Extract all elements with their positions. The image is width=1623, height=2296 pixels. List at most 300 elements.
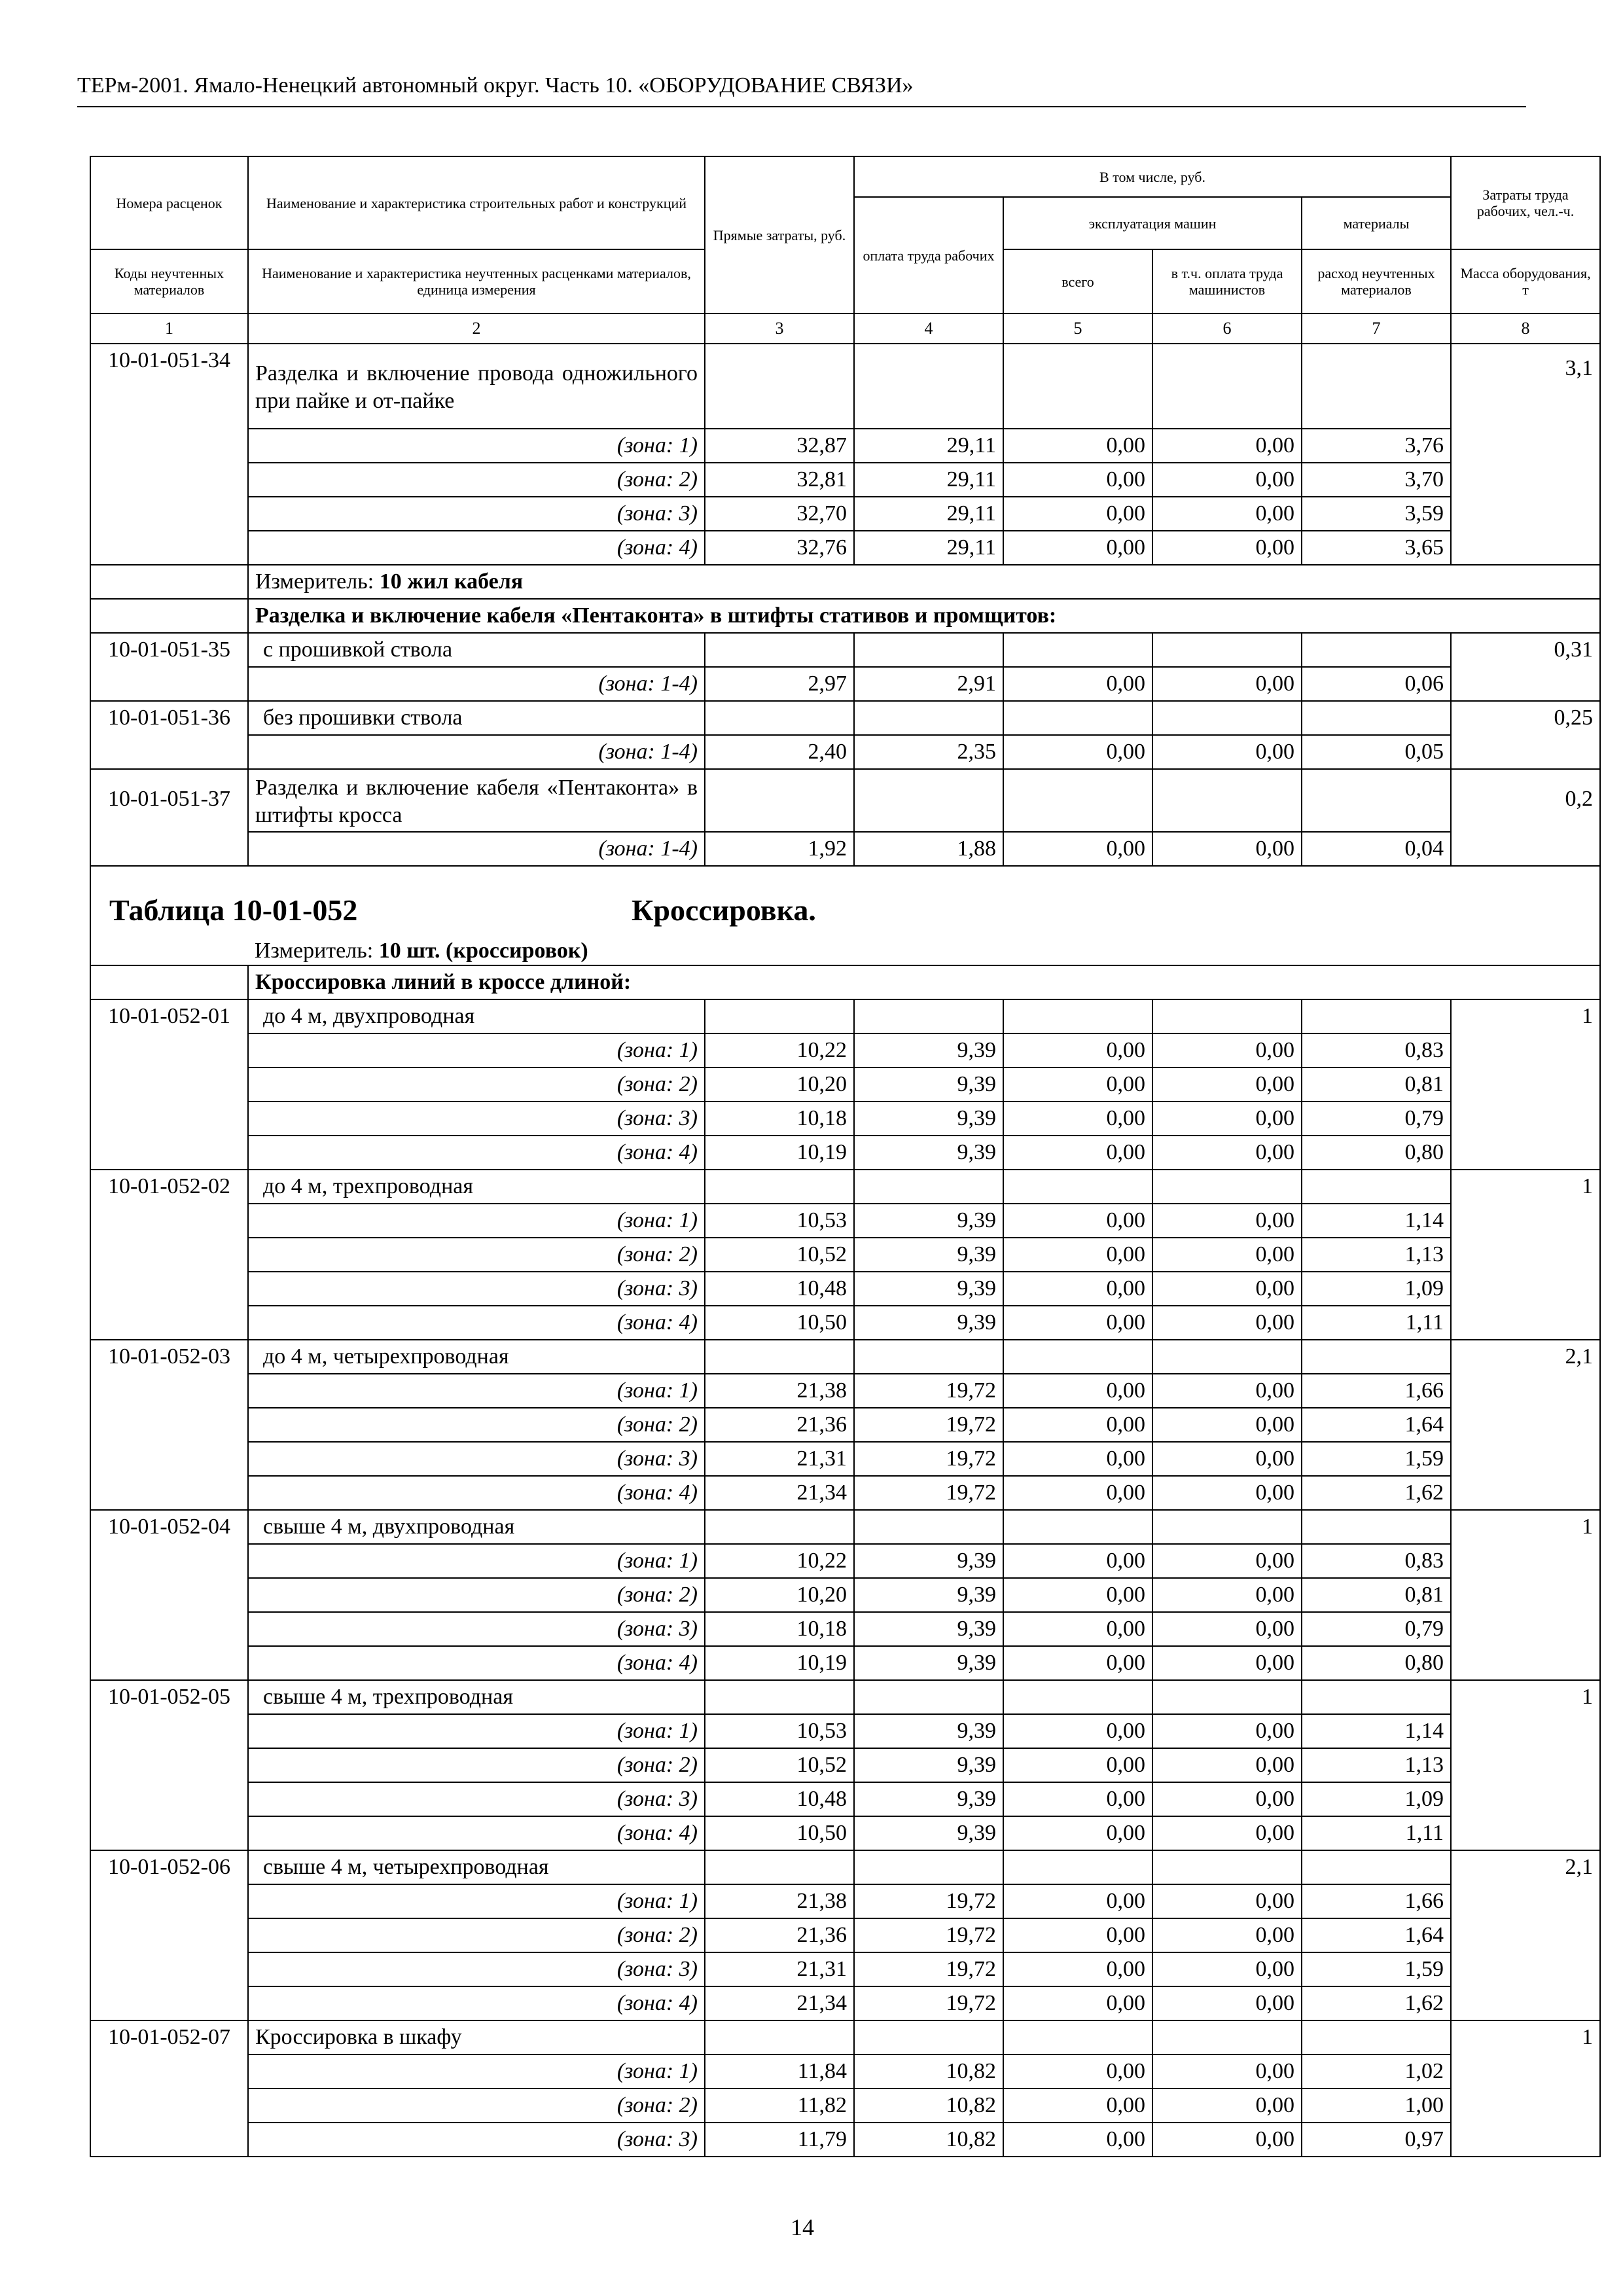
machine-cost: 0,00 [1003,1782,1152,1816]
materials-cost: 1,11 [1302,1306,1451,1340]
empty-cell [705,1850,854,1884]
meter-value: 10 жил кабеля [379,569,524,594]
materials-cost: 1,64 [1302,1918,1451,1952]
materials-cost: 0,04 [1302,832,1451,866]
zone-row [90,429,1600,463]
machine-cost: 0,00 [1003,1408,1152,1442]
rate-row [90,999,1600,1033]
column-number: 2 [248,314,705,344]
zone-label: (зона: 3) [248,2123,705,2157]
zone-row [90,1918,1600,1952]
zone-row [90,1612,1600,1646]
labor-pay: 9,39 [854,1544,1003,1578]
direct-cost: 21,34 [705,1986,854,2020]
machinist-pay: 0,00 [1152,531,1302,565]
labor-cost: 2,1 [1451,1850,1600,2020]
labor-pay: 9,39 [854,1136,1003,1170]
labor-pay: 9,39 [854,1102,1003,1136]
empty-cell [854,999,1003,1033]
machinist-pay: 0,00 [1152,497,1302,531]
direct-cost: 11,79 [705,2123,854,2157]
labor-pay: 9,39 [854,1646,1003,1680]
zone-row [90,497,1600,531]
rate-row [90,769,1600,832]
machinist-pay: 0,00 [1152,1476,1302,1510]
machinist-pay: 0,00 [1152,2089,1302,2123]
labor-pay: 9,39 [854,1306,1003,1340]
machine-cost: 0,00 [1003,2054,1152,2089]
materials-cost: 0,97 [1302,2123,1451,2157]
table-title: Таблица 10-01-052 [109,893,358,927]
empty-cell [1152,1510,1302,1544]
zone-label: (зона: 1) [248,1374,705,1408]
zone-label: (зона: 1) [248,1204,705,1238]
zone-label: (зона: 3) [248,1952,705,1986]
rate-name: свыше 4 м, двухпроводная [248,1510,705,1544]
table-title-cell [90,866,1600,965]
direct-cost: 32,76 [705,531,854,565]
machinist-pay: 0,00 [1152,1306,1302,1340]
materials-cost: 0,79 [1302,1102,1451,1136]
direct-cost: 10,50 [705,1816,854,1850]
zone-row [90,2123,1600,2157]
col-mass-header: Масса оборудования, т [1451,249,1600,314]
materials-cost: 1,59 [1302,1442,1451,1476]
zone-row [90,2089,1600,2123]
zone-label: (зона: 1) [248,429,705,463]
machine-cost: 0,00 [1003,1442,1152,1476]
zone-row [90,667,1600,701]
col-codes-header: Номера расценок [90,156,248,249]
machine-cost: 0,00 [1003,1884,1152,1918]
materials-header: материалы [1302,197,1451,249]
materials-cost: 1,11 [1302,1816,1451,1850]
rate-row [90,1680,1600,1714]
materials-cost: 1,14 [1302,1714,1451,1748]
zone-row [90,1102,1600,1136]
direct-cost: 10,52 [705,1238,854,1272]
column-number: 1 [90,314,248,344]
materials-cost: 1,09 [1302,1782,1451,1816]
empty-cell [1152,1680,1302,1714]
machinist-pay: 0,00 [1152,1918,1302,1952]
labor-pay: 19,72 [854,1918,1003,1952]
direct-cost: 10,19 [705,1136,854,1170]
empty-cell [1003,1340,1152,1374]
page-number: 14 [791,2214,814,2240]
col-codes-bottom-header: Коды неучтенных материалов [90,249,248,314]
zone-label: (зона: 4) [248,531,705,565]
materials-cost: 0,06 [1302,667,1451,701]
rate-row [90,1510,1600,1544]
rate-name: до 4 м, трехпроводная [248,1170,705,1204]
empty-cell [1302,1850,1451,1884]
materials-cost: 1,00 [1302,2089,1451,2123]
zone-row [90,1952,1600,1986]
labor-pay: 10,82 [854,2054,1003,2089]
group-row [90,599,1600,633]
labor-cost: 1 [1451,999,1600,1170]
empty-cell [1302,2020,1451,2054]
labor-pay: 19,72 [854,1884,1003,1918]
zone-label: (зона: 2) [248,1578,705,1612]
zone-row [90,531,1600,565]
zone-label: (зона: 4) [248,1986,705,2020]
rate-name: свыше 4 м, четырехпроводная [248,1850,705,1884]
labor-pay: 9,39 [854,1578,1003,1612]
empty-cell [854,1170,1003,1204]
rate-name: Кроссировка в шкафу [248,2020,705,2054]
zone-row [90,1714,1600,1748]
materials-cost: 1,66 [1302,1374,1451,1408]
materials-cost: 3,59 [1302,497,1451,531]
labor-pay: 2,35 [854,735,1003,769]
materials-cost: 3,76 [1302,429,1451,463]
direct-cost: 32,87 [705,429,854,463]
labor-cost: 0,25 [1451,701,1600,769]
meter-cell [248,565,1600,599]
col-unaccounted-header: расход неучтенных материалов [1302,249,1451,314]
machine-cost: 0,00 [1003,1952,1152,1986]
zone-row [90,1374,1600,1408]
zone-label: (зона: 2) [248,1067,705,1102]
meter-label: Измеритель: [255,569,380,594]
zone-label: (зона: 1) [248,1033,705,1067]
zone-label: (зона: 2) [248,1408,705,1442]
direct-cost: 10,52 [705,1748,854,1782]
machine-cost: 0,00 [1003,1986,1152,2020]
materials-cost: 0,81 [1302,1067,1451,1102]
labor-pay: 9,39 [854,1033,1003,1067]
zone-row [90,1986,1600,2020]
direct-cost: 21,31 [705,1952,854,1986]
zone-row [90,1136,1600,1170]
machine-cost: 0,00 [1003,1816,1152,1850]
machinist-pay: 0,00 [1152,429,1302,463]
zone-row [90,1204,1600,1238]
labor-cost: 0,31 [1451,633,1600,701]
machine-cost: 0,00 [1003,1067,1152,1102]
zone-label: (зона: 2) [248,1748,705,1782]
direct-cost: 21,34 [705,1476,854,1510]
labor-cost: 0,2 [1451,769,1600,866]
machinist-pay: 0,00 [1152,1714,1302,1748]
empty-cell [854,2020,1003,2054]
machinist-pay: 0,00 [1152,1238,1302,1272]
meter-row [90,565,1600,599]
rate-row [90,701,1600,735]
zone-row [90,1033,1600,1067]
rate-name: Разделка и включение кабеля «Пентаконта» в штифты кросса [248,769,705,832]
empty-cell [1003,999,1152,1033]
labor-cost: 1 [1451,1680,1600,1850]
rate-name: с прошивкой ствола [248,633,705,667]
zone-row [90,1408,1600,1442]
materials-cost: 0,81 [1302,1578,1451,1612]
labor-pay: 9,39 [854,1238,1003,1272]
column-number: 7 [1302,314,1451,344]
machinist-pay: 0,00 [1152,2054,1302,2089]
labor-cost: 1 [1451,1170,1600,1340]
materials-cost: 0,80 [1302,1136,1451,1170]
machinist-pay: 0,00 [1152,1033,1302,1067]
machine-cost: 0,00 [1003,1544,1152,1578]
empty-cell [705,1170,854,1204]
machinist-pay: 0,00 [1152,667,1302,701]
meter-label: Измеритель: [255,939,379,963]
machinist-pay: 0,00 [1152,1067,1302,1102]
direct-cost: 10,22 [705,1033,854,1067]
labor-pay: 10,82 [854,2123,1003,2157]
labor-cost: 1 [1451,1510,1600,1680]
zone-label: (зона: 1) [248,2054,705,2089]
materials-cost: 1,09 [1302,1272,1451,1306]
machine-cost: 0,00 [1003,1102,1152,1136]
machinist-pay: 0,00 [1152,832,1302,866]
machine-cost: 0,00 [1003,1306,1152,1340]
rate-code: 10-01-051-35 [90,633,248,701]
zone-label: (зона: 1) [248,1714,705,1748]
zone-label: (зона: 2) [248,2089,705,2123]
empty-cell [1302,1680,1451,1714]
labor-pay: 19,72 [854,1374,1003,1408]
direct-cost: 21,38 [705,1374,854,1408]
direct-cost: 10,20 [705,1067,854,1102]
machine-cost: 0,00 [1003,735,1152,769]
zone-row [90,1238,1600,1272]
direct-cost: 21,31 [705,1442,854,1476]
empty-cell [854,1850,1003,1884]
zone-label: (зона: 1-4) [248,667,705,701]
table-title-row [90,866,1600,965]
rate-code: 10-01-051-36 [90,701,248,769]
machinist-pay: 0,00 [1152,463,1302,497]
zone-label: (зона: 1) [248,1544,705,1578]
machinist-pay: 0,00 [1152,1408,1302,1442]
rates-table [90,156,1601,2157]
direct-cost: 1,92 [705,832,854,866]
col-name-header: Наименование и характеристика строительных работ и конструкций [248,156,705,249]
machinist-pay: 0,00 [1152,1204,1302,1238]
rate-code: 10-01-052-06 [90,1850,248,2020]
column-number: 6 [1152,314,1302,344]
machine-cost: 0,00 [1003,1646,1152,1680]
machinist-pay: 0,00 [1152,1578,1302,1612]
zone-row [90,1272,1600,1306]
rate-code: 10-01-051-37 [90,769,248,866]
included-header: В том числе, руб. [854,156,1451,197]
materials-cost: 1,62 [1302,1476,1451,1510]
empty-cell [854,1680,1003,1714]
materials-cost: 1,14 [1302,1204,1451,1238]
machine-cost: 0,00 [1003,1578,1152,1612]
direct-cost: 32,70 [705,497,854,531]
rate-name: свыше 4 м, трехпроводная [248,1680,705,1714]
labor-pay: 29,11 [854,531,1003,565]
empty-cell [854,1340,1003,1374]
materials-cost: 1,13 [1302,1748,1451,1782]
empty-cell [705,1340,854,1374]
machine-cost: 0,00 [1003,1033,1152,1067]
zone-row [90,1442,1600,1476]
direct-cost: 10,48 [705,1272,854,1306]
labor-pay: 9,39 [854,1748,1003,1782]
machinist-pay: 0,00 [1152,1272,1302,1306]
zone-label: (зона: 4) [248,1816,705,1850]
materials-cost: 1,59 [1302,1952,1451,1986]
materials-cost: 0,79 [1302,1612,1451,1646]
direct-cost: 10,18 [705,1612,854,1646]
labor-cost: 3,1 [1451,344,1600,565]
machinist-pay: 0,00 [1152,735,1302,769]
labor-pay: 29,11 [854,463,1003,497]
zone-row [90,1067,1600,1102]
empty-cell [1003,2020,1152,2054]
materials-cost: 0,05 [1302,735,1451,769]
empty-cell [705,2020,854,2054]
labor-pay: 9,39 [854,1204,1003,1238]
materials-cost: 3,70 [1302,463,1451,497]
machine-cost: 0,00 [1003,463,1152,497]
materials-cost: 0,83 [1302,1544,1451,1578]
labor-cost: 1 [1451,2020,1600,2157]
direct-cost: 21,36 [705,1918,854,1952]
zone-row [90,1306,1600,1340]
header-rule [77,106,1526,107]
zone-label: (зона: 4) [248,1646,705,1680]
column-numbers-row [90,314,1600,344]
materials-cost: 1,62 [1302,1986,1451,2020]
machine-cost: 0,00 [1003,832,1152,866]
empty-cell [1152,1850,1302,1884]
col-pay-header: оплата труда рабочих [854,197,1003,314]
empty-cell [1302,999,1451,1033]
machine-cost: 0,00 [1003,531,1152,565]
table-name: Кроссировка. [632,893,816,927]
machinist-pay: 0,00 [1152,1816,1302,1850]
materials-cost: 0,80 [1302,1646,1451,1680]
zone-row [90,735,1600,769]
machine-cost: 0,00 [1003,1238,1152,1272]
zone-label: (зона: 1-4) [248,832,705,866]
machine-cost: 0,00 [1003,1714,1152,1748]
machine-cost: 0,00 [1003,1374,1152,1408]
labor-pay: 19,72 [854,1476,1003,1510]
labor-pay: 29,11 [854,497,1003,531]
zone-label: (зона: 3) [248,1782,705,1816]
col-labor-header: Затраты труда рабочих, чел.-ч. [1451,156,1600,249]
materials-cost: 0,83 [1302,1033,1451,1067]
direct-cost: 10,53 [705,1204,854,1238]
rate-code: 10-01-052-04 [90,1510,248,1680]
empty-cell [1302,1340,1451,1374]
direct-cost: 10,50 [705,1306,854,1340]
empty-cell [1003,1680,1152,1714]
direct-cost: 10,48 [705,1782,854,1816]
empty-cell [705,1680,854,1714]
machine-cost: 0,00 [1003,2089,1152,2123]
machine-cost: 0,00 [1003,667,1152,701]
rate-name: до 4 м, четырехпроводная [248,1340,705,1374]
empty-cell [1003,1510,1152,1544]
empty-cell [705,999,854,1033]
machinist-pay: 0,00 [1152,1986,1302,2020]
labor-pay: 9,39 [854,1272,1003,1306]
machine-cost: 0,00 [1003,1204,1152,1238]
zone-row [90,1884,1600,1918]
zone-label: (зона: 4) [248,1136,705,1170]
rate-row [90,2020,1600,2054]
zone-row [90,832,1600,866]
labor-pay: 9,39 [854,1067,1003,1102]
labor-pay: 1,88 [854,832,1003,866]
machine-cost: 0,00 [1003,1612,1152,1646]
zone-row [90,1476,1600,1510]
meter-value: 10 шт. (кроссировок) [378,939,588,963]
zone-row [90,1578,1600,1612]
materials-cost: 3,65 [1302,531,1451,565]
group-title: Кроссировка линий в кроссе длиной: [248,965,1600,999]
direct-cost: 10,19 [705,1646,854,1680]
labor-pay: 19,72 [854,1986,1003,2020]
direct-cost: 11,84 [705,2054,854,2089]
empty-cell [1003,1850,1152,1884]
direct-cost: 32,81 [705,463,854,497]
zone-label: (зона: 3) [248,1102,705,1136]
direct-cost: 11,82 [705,2089,854,2123]
empty-cell [1152,1340,1302,1374]
group-row [90,965,1600,999]
machinist-pay: 0,00 [1152,1442,1302,1476]
materials-cost: 1,66 [1302,1884,1451,1918]
empty-cell [1152,2020,1302,2054]
machinist-pay: 0,00 [1152,2123,1302,2157]
rate-row [90,633,1600,667]
labor-pay: 29,11 [854,429,1003,463]
zone-label: (зона: 3) [248,1272,705,1306]
zone-label: (зона: 4) [248,1306,705,1340]
machine-cost: 0,00 [1003,1136,1152,1170]
labor-cost: 2,1 [1451,1340,1600,1510]
direct-cost: 10,20 [705,1578,854,1612]
col-total-header: всего [1003,249,1152,314]
machinist-pay: 0,00 [1152,1782,1302,1816]
direct-cost: 10,53 [705,1714,854,1748]
zone-row [90,1748,1600,1782]
direct-cost: 2,40 [705,735,854,769]
column-number: 5 [1003,314,1152,344]
labor-pay: 9,39 [854,1782,1003,1816]
machine-cost: 0,00 [1003,2123,1152,2157]
zone-label: (зона: 2) [248,1238,705,1272]
zone-row [90,1782,1600,1816]
materials-cost: 1,64 [1302,1408,1451,1442]
empty-cell [1302,1510,1451,1544]
rate-row [90,344,1600,429]
direct-cost: 10,18 [705,1102,854,1136]
meter-cell [255,935,588,965]
zone-label: (зона: 2) [248,463,705,497]
rate-code: 10-01-052-07 [90,2020,248,2157]
machinist-pay: 0,00 [1152,1102,1302,1136]
labor-pay: 10,82 [854,2089,1003,2123]
rate-row [90,1850,1600,1884]
machine-cost: 0,00 [1003,1272,1152,1306]
zone-row [90,1544,1600,1578]
machinist-pay: 0,00 [1152,1374,1302,1408]
zone-row [90,1646,1600,1680]
machine-cost: 0,00 [1003,1748,1152,1782]
